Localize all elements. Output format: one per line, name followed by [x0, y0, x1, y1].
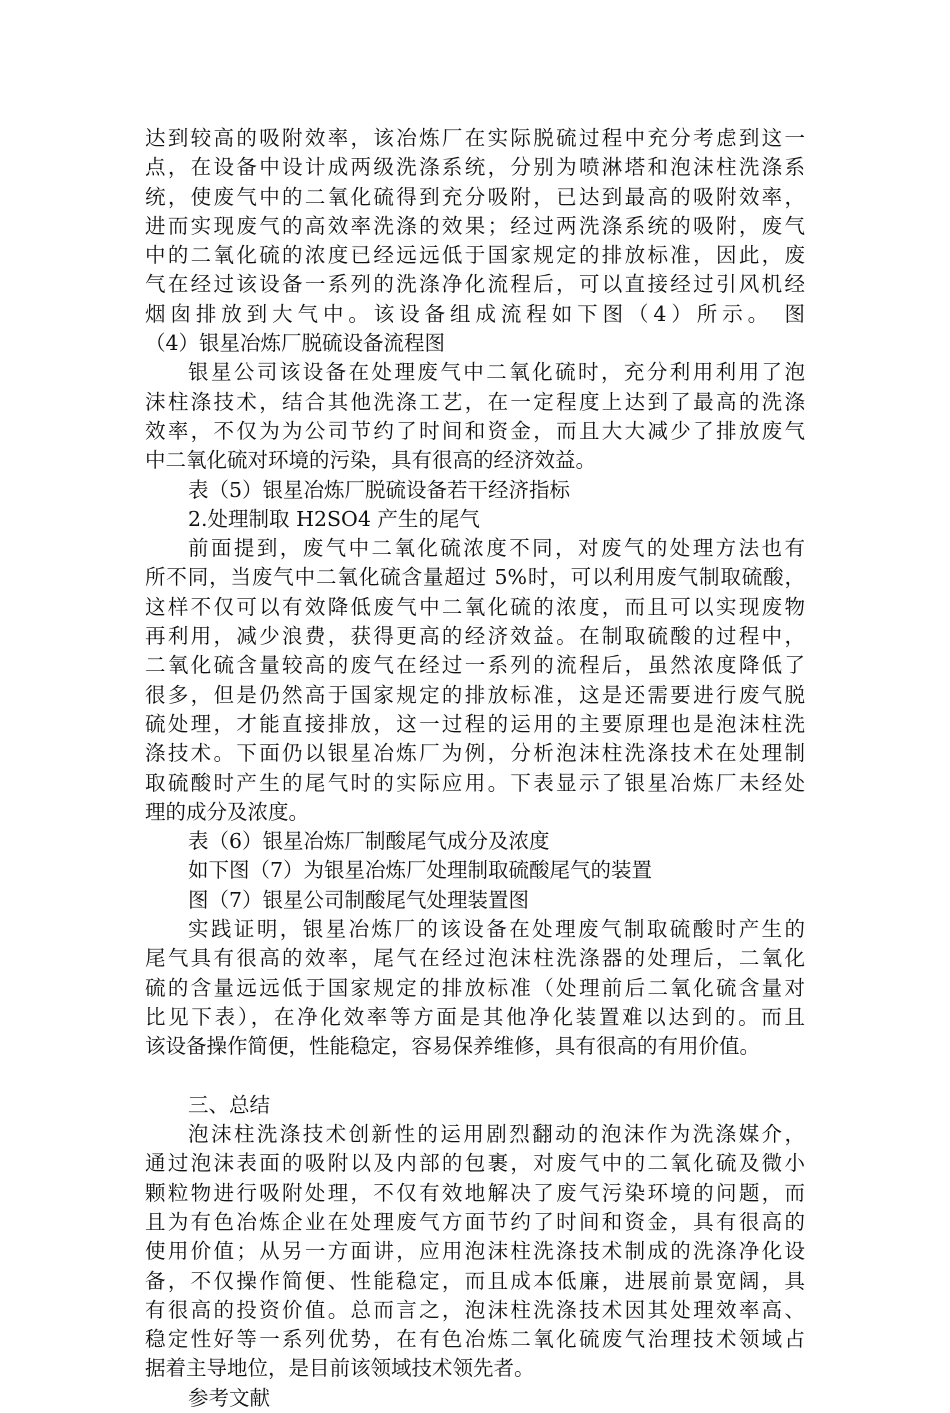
paragraph-line: 沫柱涤技术，结合其他洗涤工艺，在一定程度上达到了最高的洗涤 — [145, 389, 805, 414]
block-caption — [145, 856, 805, 885]
block-paragraph — [145, 358, 805, 475]
paragraph-line: 使用价值；从另一方面讲，应用泡沫柱洗涤技术制成的洗涤净化设 — [145, 1239, 805, 1264]
paragraph-line: （4）银星冶炼厂脱硫设备流程图 — [145, 331, 446, 356]
paragraph-line: 进而实现废气的高效率洗涤的效果；经过两洗涤系统的吸附，废气 — [145, 213, 805, 238]
block-paragraph — [145, 534, 805, 827]
paragraph-line: 通过泡沫表面的吸附以及内部的包裹，对废气中的二氧化硫及微小 — [145, 1151, 805, 1176]
paragraph-line: 据着主导地位，是目前该领域技术领先者。 — [145, 1356, 535, 1381]
paragraph-line: 很多，但是仍然高于国家规定的排放标准，这是还需要进行废气脱 — [145, 682, 805, 707]
paragraph-line: 银星公司该设备在处理废气中二氧化硫时，充分利用利用了泡 — [188, 360, 805, 385]
paragraph-line: 备，不仅操作简便、性能稳定，而且成本低廉，进展前景宽阔，具 — [145, 1268, 805, 1293]
caption-text: 表（5）银星冶炼厂脱硫设备若干经济指标 — [188, 477, 571, 502]
document-body — [145, 124, 805, 1413]
paragraph-line: 理的成分及浓度。 — [145, 799, 309, 824]
paragraph-line: 泡沫柱洗涤技术创新性的运用剧烈翻动的泡沫作为洗涤媒介， — [188, 1122, 805, 1147]
paragraph-line: 有很高的投资价值。总而言之，泡沫柱洗涤技术因其处理效率高、 — [145, 1297, 805, 1322]
caption-text: 图（7）银星公司制酸尾气处理装置图 — [188, 887, 530, 912]
paragraph-line: 中二氧化硫对环境的污染，具有很高的经济效益。 — [145, 448, 596, 473]
paragraph-line: 这样不仅可以有效降低废气中二氧化硫的浓度，而且可以实现废物 — [145, 594, 805, 619]
paragraph-line: 实践证明，银星冶炼厂的该设备在处理废气制取硫酸时产生的 — [188, 917, 805, 942]
block-heading — [145, 505, 805, 534]
paragraph-line: 再利用，减少浪费，获得更高的经济效益。在制取硫酸的过程中， — [145, 624, 805, 649]
paragraph-line: 硫处理，才能直接排放，这一过程的运用的主要原理也是泡沫柱洗 — [145, 711, 805, 736]
paragraph-line: 且为有色冶炼企业在处理废气方面节约了时间和资金，具有很高的 — [145, 1209, 805, 1234]
block-paragraph — [145, 915, 805, 1061]
paragraph-line: 烟囱排放到大气中。该设备组成流程如下图（4）所示。 图 — [145, 301, 805, 326]
paragraph-line: 达到较高的吸附效率，该冶炼厂在实际脱硫过程中充分考虑到这一 — [145, 126, 805, 150]
paragraph-line: 前面提到，废气中二氧化硫浓度不同，对废气的处理方法也有 — [188, 536, 805, 561]
paragraph-line: 点，在设备中设计成两级洗涤系统，分别为喷淋塔和泡沫柱洗涤系 — [145, 155, 805, 180]
section-heading: 2.处理制取 H2SO4 产生的尾气 — [188, 506, 480, 531]
block-caption — [145, 827, 805, 856]
paragraph-line: 所不同，当废气中二氧化硫含量超过 5%时，可以利用废气制取硫酸， — [145, 565, 805, 590]
caption-text: 表（6）银星冶炼厂制酸尾气成分及浓度 — [188, 829, 550, 854]
paragraph-line: 气在经过该设备一系列的洗涤净化流程后，可以直接经过引风机经 — [145, 272, 805, 297]
block-paragraph — [145, 1120, 805, 1384]
paragraph-line: 中的二氧化硫的浓度已经远远低于国家规定的排放标准，因此，废 — [145, 243, 805, 268]
paragraph-line: 二氧化硫含量较高的废气在经过一系列的流程后，虽然浓度降低了 — [145, 653, 805, 678]
paragraph-line: 尾气具有很高的效率，尾气在经过泡沫柱洗涤器的处理后，二氧化 — [145, 946, 805, 971]
block-heading — [145, 1091, 805, 1120]
paragraph-line: 取硫酸时产生的尾气时的实际应用。下表显示了银星冶炼厂未经处 — [145, 770, 805, 795]
paragraph-line: 比见下表），在净化效率等方面是其他净化装置难以达到的。而且 — [145, 1004, 805, 1029]
block-gap — [145, 1062, 805, 1091]
caption-text: 如下图（7）为银星冶炼厂处理制取硫酸尾气的装置 — [188, 858, 653, 883]
block-heading — [145, 1384, 805, 1413]
paragraph-line: 涤技术。下面仍以银星冶炼厂为例，分析泡沫柱洗涤技术在处理制 — [145, 741, 805, 766]
paragraph-line: 效率，不仅为为公司节约了时间和资金，而且大大减少了排放废气 — [145, 418, 805, 443]
block-caption — [145, 476, 805, 505]
block-caption — [145, 886, 805, 915]
paragraph-line: 颗粒物进行吸附处理，不仅有效地解决了废气污染环境的问题，而 — [145, 1180, 805, 1205]
section-heading: 三、总结 — [188, 1092, 270, 1117]
paragraph-line: 统，使废气中的二氧化硫得到充分吸附，已达到最高的吸附效率， — [145, 184, 805, 209]
block-paragraph — [145, 124, 805, 358]
section-heading: 参考文献 — [188, 1385, 270, 1410]
paragraph-line: 硫的含量远远低于国家规定的排放标准（处理前后二氧化硫含量对 — [145, 975, 805, 1000]
paragraph-line: 该设备操作简便，性能稳定，容易保养维修，具有很高的有用价值。 — [145, 1034, 760, 1059]
paragraph-line: 稳定性好等一系列优势，在有色冶炼二氧化硫废气治理技术领域占 — [145, 1327, 805, 1352]
